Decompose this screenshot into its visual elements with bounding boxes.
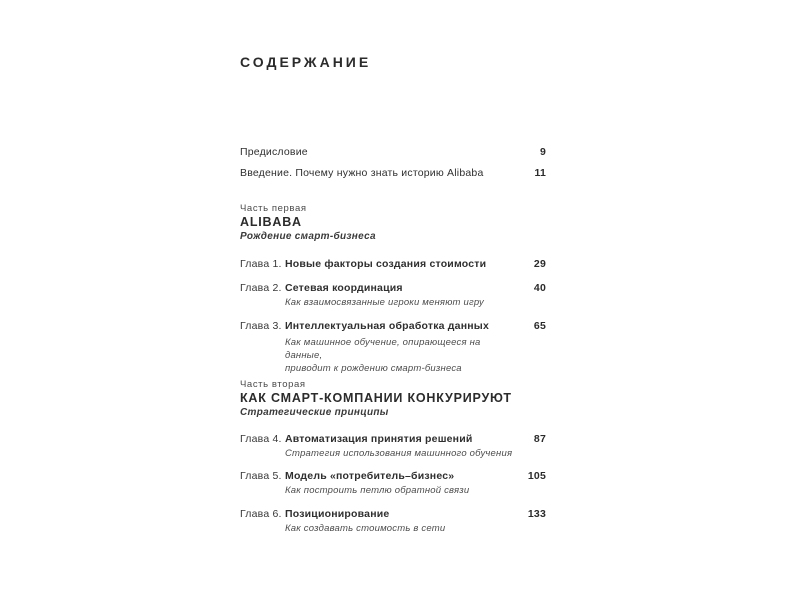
toc-entry-chapter-4 <box>240 433 546 446</box>
toc-entry-chapter-2 <box>240 282 546 295</box>
chapter-subtitle <box>285 522 515 535</box>
toc-entry-page: 11 <box>534 167 546 179</box>
chapter-title: Позиционирование <box>285 508 390 520</box>
part-kicker: Часть вторая <box>240 379 306 390</box>
chapter-page: 40 <box>533 282 546 294</box>
part-subtitle: Рождение смарт-бизнеса <box>240 231 376 242</box>
chapter-subtitle <box>285 484 515 497</box>
toc-entry-page: 9 <box>539 146 546 158</box>
chapter-label: Глава 3. <box>240 320 282 332</box>
chapter-page: 133 <box>527 508 546 520</box>
chapter-subtitle-line: Как взаимосвязанные игроки меняют игру <box>285 297 484 308</box>
toc-entry-introduction <box>240 167 546 180</box>
chapter-subtitle-line: Как построить петлю обратной связи <box>285 485 470 496</box>
chapter-subtitle <box>285 336 515 375</box>
chapter-subtitle-line: Как создавать стоимость в сети <box>285 523 446 534</box>
chapter-page: 87 <box>533 433 546 445</box>
chapter-title: Интеллектуальная обработка данных <box>285 320 490 332</box>
part-title: КАК СМАРТ-КОМПАНИИ КОНКУРИРУЮТ <box>240 391 512 405</box>
chapter-subtitle-line: приводит к рождению смарт-бизнеса <box>285 363 462 374</box>
toc-entry-title: Предисловие <box>240 146 308 158</box>
chapter-label: Глава 2. <box>240 282 282 294</box>
chapter-subtitle <box>285 296 515 309</box>
toc-entry-title: Введение. Почему нужно знать историю Alibaba <box>240 167 484 179</box>
chapter-title: Модель «потребитель–бизнес» <box>285 470 455 482</box>
toc-entry-chapter-6 <box>240 508 546 521</box>
chapter-title: Автоматизация принятия решений <box>285 433 473 445</box>
page-title: СОДЕРЖАНИЕ <box>240 54 372 70</box>
toc-entry-chapter-1 <box>240 258 546 271</box>
chapter-label: Глава 1. <box>240 258 282 270</box>
toc-entry-preface <box>240 146 546 159</box>
chapter-subtitle-line: Как машинное обучение, опирающееся на данные, <box>285 337 481 361</box>
chapter-title: Новые факторы создания стоимости <box>285 258 487 270</box>
chapter-page: 65 <box>533 320 546 332</box>
chapter-subtitle-line: Стратегия использования машинного обучения <box>285 448 513 459</box>
chapter-label: Глава 4. <box>240 433 282 445</box>
chapter-page: 105 <box>527 470 546 482</box>
chapter-label: Глава 6. <box>240 508 282 520</box>
chapter-label: Глава 5. <box>240 470 282 482</box>
part-kicker: Часть первая <box>240 203 307 214</box>
chapter-page: 29 <box>533 258 546 270</box>
part-title: ALIBABA <box>240 215 302 229</box>
toc-entry-chapter-3 <box>240 320 546 333</box>
toc-entry-chapter-5 <box>240 470 546 483</box>
chapter-subtitle <box>285 447 515 460</box>
chapter-title: Сетевая координация <box>285 282 403 294</box>
part-subtitle: Стратегические принципы <box>240 407 389 418</box>
